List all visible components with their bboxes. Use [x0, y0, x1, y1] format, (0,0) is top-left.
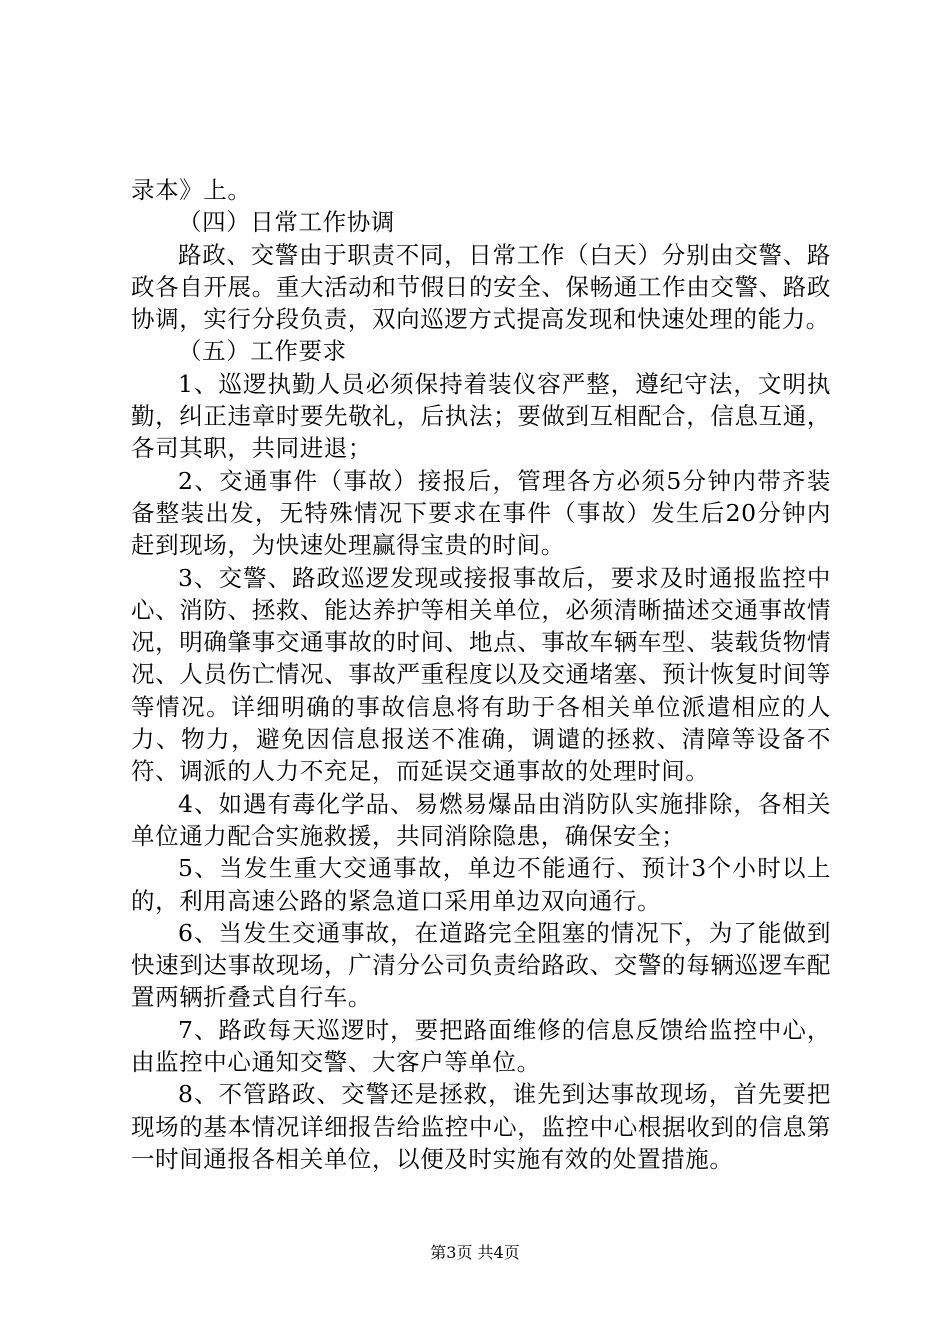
continuation-paragraph: 录本》上。	[131, 176, 252, 204]
requirement-item-2: 2、交通事件（事故）接报后，管理各方必须5分钟内带齐装备整装出发，无特殊情况下要求在事件（事故）发生后20分钟内赶到现场，为快速处理赢得宝贵的时间。	[131, 466, 831, 560]
requirement-item-8: 8、不管路政、交警还是拯救，谁先到达事故现场，首先要把现场的基本情况详细报告给监控中心，监控中心根据收到的信息第一时间通报各相关单位，以便及时实施有效的处置措施。	[131, 1080, 831, 1173]
requirement-item-7: 7、路政每天巡逻时，要把路面维修的信息反馈给监控中心，由监控中心通知交警、大客户等单位。	[131, 1015, 831, 1077]
page-number-label: 第3页 共4页	[430, 1243, 520, 1262]
requirement-item-4: 4、如遇有毒化学品、易燃易爆品由消防队实施排除，各相关单位通力配合实施救援，共同消除隐患，确保安全；	[131, 789, 831, 850]
page-footer	[0, 1243, 950, 1263]
section-heading-4: （四）日常工作协调	[178, 208, 395, 237]
requirement-item-3: 3、交警、路政巡逻发现或接报事故后，要求及时通报监控中心、消防、拯救、能达养护等相关单位，必须清晰描述交通事故情况，明确肇事交通事故的时间、地点、事故车辆车型、装载货物情况、人员伤亡情况、事故严重程度以及交通堵塞、预计恢复时间等等情况。详细明确的事故信息将有助于各相关单位派遣相应的人力、物力，避免因信息报送不准确，调谴的拯救、清障等设备不符、调派的人力不充足，而延误交通事故的处理时间。	[131, 563, 831, 786]
section-heading-5: （五）工作要求	[178, 337, 347, 366]
requirement-item-5: 5、当发生重大交通事故，单边不能通行、预计3个小时以上的，利用高速公路的紧急道口采用单边双向通行。	[131, 854, 831, 915]
document-body	[131, 174, 831, 1175]
requirement-item-6: 6、当发生交通事故，在道路完全阻塞的情况下，为了能做到快速到达事故现场，广清分公司负责给路政、交警的每辆巡逻车配置两辆折叠式自行车。	[131, 918, 831, 1012]
paragraph-daily-coordination: 路政、交警由于职责不同，日常工作（白天）分别由交警、路政各自开展。重大活动和节假日的安全、保畅通工作由交警、路政协调，实行分段负责，双向巡逻方式提高发现和快速处理的能力。	[131, 240, 831, 334]
requirement-item-1: 1、巡逻执勤人员必须保持着装仪容严整，遵纪守法，文明执勤，纠正违章时要先敬礼，后执法；要做到互相配合，信息互通，各司其职，共同进退；	[131, 369, 831, 463]
